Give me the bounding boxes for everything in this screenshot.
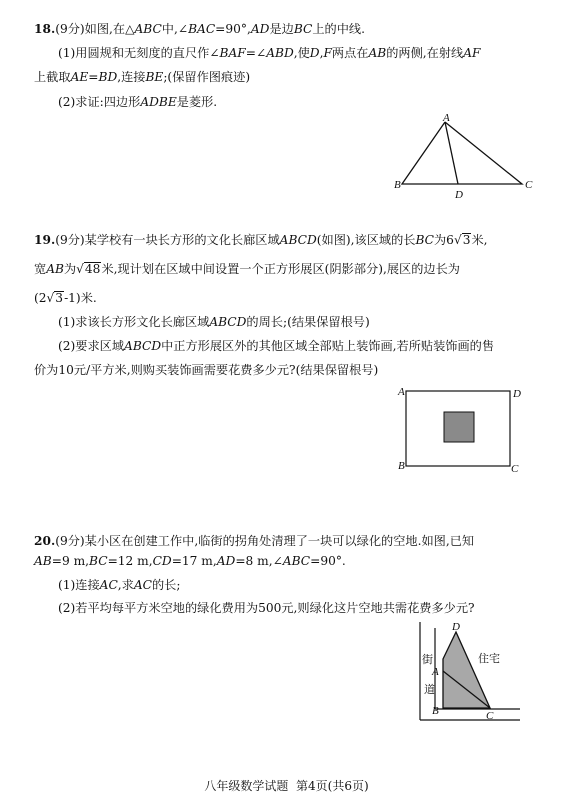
q20-text: =8 m,∠ <box>235 554 283 568</box>
sqrt-icon: √ <box>453 233 462 247</box>
q19-text: 宽 <box>34 262 47 276</box>
q20-part1 <box>58 578 180 593</box>
q20-text: ABC <box>282 554 311 568</box>
q18-text: 两点在 <box>331 46 369 60</box>
q20-stem-2 <box>34 554 346 569</box>
q18-number: 18. <box>34 22 56 36</box>
q18-label-b: B <box>394 179 401 191</box>
q18-text: BD <box>98 70 118 84</box>
q18-text: F <box>323 46 332 60</box>
q18-text: BAC <box>188 22 216 36</box>
q18-label-c: C <box>525 179 533 191</box>
q18-text: =90°, <box>215 22 251 36</box>
q18-text: ,连接 <box>117 70 146 84</box>
q19-stem-2 <box>34 262 460 277</box>
sqrt-icon: √ <box>46 291 55 305</box>
q19-text: ABCD <box>279 233 317 247</box>
q18-stem <box>34 22 365 37</box>
q20-residence-label: 住宅 <box>478 652 500 665</box>
q20-text: AD <box>216 554 236 568</box>
q18-text: 是菱形. <box>176 95 218 109</box>
q18-text: 如图,在△ <box>84 22 135 36</box>
q19-text: (2)要求区域 <box>58 339 125 353</box>
q18-text: BAF <box>219 46 246 60</box>
q20-number: 20. <box>34 534 56 548</box>
q19-text: -1)米. <box>64 291 97 305</box>
q18-text: ;(保留作图痕迹) <box>163 70 251 84</box>
q18-text: 是边 <box>269 22 294 36</box>
q20-part2 <box>58 601 475 616</box>
q19-text: 米,现计划在区域中间设置一个正方形展区(阴影部分),展区的边长为 <box>101 262 460 276</box>
q18-text: ABC <box>134 22 162 36</box>
q20-text: 某小区在创建工作中,临街的拐角处清理了一块可以绿化的空地.如图,已知 <box>84 534 475 548</box>
q19-square-exhibit <box>444 412 474 442</box>
q20-text: AC <box>99 578 118 592</box>
q20-text: (1)连接 <box>58 578 100 592</box>
q18-text: AF <box>463 46 481 60</box>
q18-text: ADBE <box>140 95 177 109</box>
sqrt-icon: √ <box>76 262 84 276</box>
q20-text: BC <box>89 554 108 568</box>
q19-stem-3 <box>34 291 97 306</box>
footer-total: 共6 <box>332 779 352 793</box>
q19-text: AB <box>46 262 64 276</box>
q18-text: 上的中线. <box>312 22 365 36</box>
q18-text: AD <box>250 22 270 36</box>
q18-text: (2)求证:四边形 <box>58 95 141 109</box>
q18-part1-cont <box>34 70 250 85</box>
q18-label-a: A <box>443 112 450 124</box>
page-footer <box>0 779 573 793</box>
q20-label-d: D <box>452 621 460 633</box>
q18-triangle-outline <box>402 122 522 184</box>
q18-text: (1)用圆规和无刻度的直尺作∠ <box>58 46 220 60</box>
q20-label-a: A <box>432 666 439 678</box>
q18-part1 <box>58 46 481 61</box>
q20-text: =17 m, <box>171 554 217 568</box>
q20-stem <box>34 534 474 549</box>
q19-text: 48 <box>84 262 101 276</box>
q18-text: D <box>309 46 320 60</box>
q20-label-b: B <box>432 705 439 717</box>
q20-label-c: C <box>486 710 494 722</box>
footer-subject: 八年级数学试题 <box>204 779 289 793</box>
q19-text: (如图),该区域的长 <box>316 233 416 247</box>
q19-text: 某学校有一块长方形的文化长廊区域 <box>84 233 280 247</box>
q19-part2-cont <box>34 363 378 378</box>
q19-text: (1)求该长方形文化长廊区域 <box>58 315 210 329</box>
q19-rectangle-figure <box>398 384 526 476</box>
q19-text: 为6 <box>433 233 454 247</box>
q20-lot-figure <box>412 616 524 728</box>
q19-text: BC <box>415 233 434 247</box>
q19-text: 3 <box>462 233 471 247</box>
q18-text: =∠ <box>245 46 267 60</box>
q20-quadrilateral-abcd <box>443 632 490 708</box>
q19-text: 价为10元/平方米,则购买装饰画需要花费多少元?(结果保留根号) <box>34 363 379 377</box>
q19-number: 19. <box>34 233 56 247</box>
q19-part1 <box>58 315 370 330</box>
footer-end: 页) <box>351 779 369 793</box>
q18-text: 中,∠ <box>161 22 189 36</box>
q20-text: CD <box>152 554 172 568</box>
q20-street-label-2: 道 <box>424 683 435 696</box>
q18-text: = <box>88 70 99 84</box>
q18-triangle-figure <box>392 112 532 202</box>
q20-text: AC <box>133 578 152 592</box>
q19-label-b: B <box>398 460 405 472</box>
q19-label-d: D <box>513 388 521 400</box>
q19-text: 为 <box>63 262 77 276</box>
q18-text: AB <box>368 46 387 60</box>
q19-text: 中正方形展区外的其他区域全部贴上装饰画,若所贴装饰画的售 <box>161 339 495 353</box>
q20-text: ,求 <box>117 578 134 592</box>
q19-label-c: C <box>511 463 519 475</box>
q19-stem <box>34 233 488 248</box>
q18-text: 上截取 <box>34 70 71 84</box>
q19-text: ABCD <box>209 315 247 329</box>
q19-text: 3 <box>55 291 64 305</box>
q18-text: ,使 <box>293 46 310 60</box>
q20-text: =9 m, <box>51 554 90 568</box>
q20-text: =90°. <box>310 554 346 568</box>
q19-label-a: A <box>398 386 405 398</box>
q20-text: 的长; <box>151 578 181 592</box>
q18-score: (9分) <box>55 22 85 36</box>
q18-text: AE <box>70 70 89 84</box>
q20-text: =12 m, <box>107 554 153 568</box>
q18-text: 的两侧,在射线 <box>386 46 464 60</box>
footer-page: 第4页( <box>296 779 333 793</box>
q19-text: ABCD <box>124 339 162 353</box>
q18-text: BC <box>293 22 313 36</box>
q19-part2 <box>58 339 494 354</box>
q18-text: BE <box>145 70 164 84</box>
q20-text: (2)若平均每平方米空地的绿化费用为500元,则绿化这片空地共需花费多少元? <box>58 601 475 615</box>
q20-text: AB <box>34 554 52 568</box>
q19-score: (9分) <box>55 233 85 247</box>
q20-score: (9分) <box>55 534 85 548</box>
q18-part2 <box>58 95 217 110</box>
q20-street-label-1: 街 <box>422 653 433 666</box>
q19-text: 米, <box>471 233 488 247</box>
q18-text: , <box>319 46 324 60</box>
q18-text: ABD <box>266 46 294 60</box>
q19-text: 的周长;(结果保留根号) <box>246 315 370 329</box>
q19-text: (2 <box>34 291 47 305</box>
q18-label-d: D <box>455 189 463 201</box>
